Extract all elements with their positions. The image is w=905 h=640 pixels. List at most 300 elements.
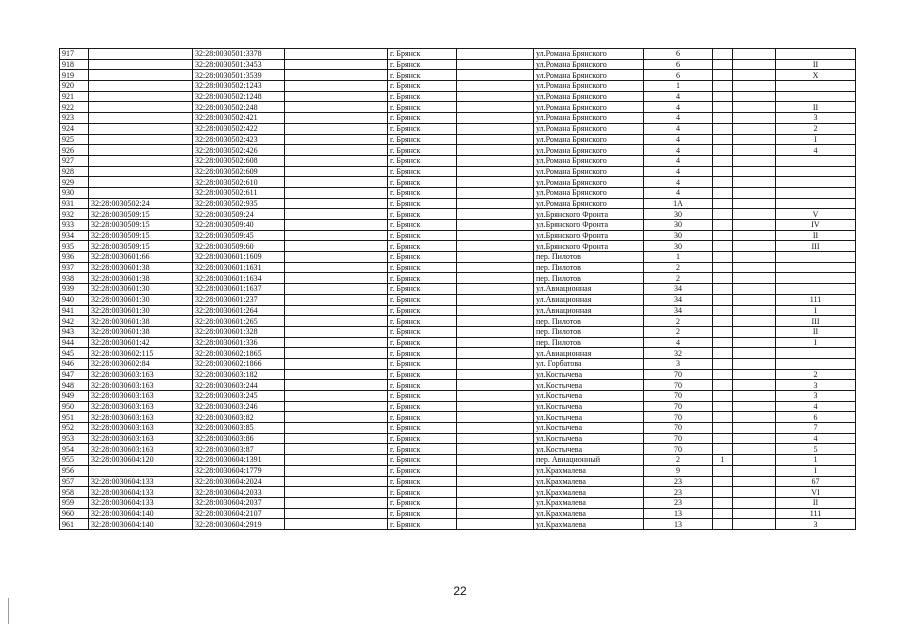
cell-blank <box>285 155 388 166</box>
cell-city: г. Брянск <box>388 326 457 337</box>
cell-cadastral-number: 32:28:0030603:244 <box>193 380 285 391</box>
cell-street: ул.Костычева <box>534 380 644 391</box>
cell-premises-number: 2 <box>776 123 856 134</box>
cell-blank <box>285 59 388 70</box>
table-row <box>60 284 856 295</box>
cell-city: г. Брянск <box>388 49 457 60</box>
cell-blank <box>733 177 776 188</box>
cell-premises-number <box>776 284 856 295</box>
cell-row-number: 937 <box>60 262 89 273</box>
cell-cadastral-number: 32:28:0030509:40 <box>193 220 285 231</box>
cell-premises-number <box>776 348 856 359</box>
cell-blank <box>285 519 388 530</box>
cell-blank <box>457 198 534 209</box>
cell-premises-number <box>776 155 856 166</box>
table-row <box>60 380 856 391</box>
cell-blank <box>285 337 388 348</box>
cell-premises-number: I <box>776 465 856 476</box>
cell-blank <box>733 391 776 402</box>
cell-blank <box>733 198 776 209</box>
cell-blank <box>285 252 388 263</box>
cell-cadastral-number: 32:28:0030502:935 <box>193 198 285 209</box>
table-row <box>60 81 856 92</box>
cell-city: г. Брянск <box>388 91 457 102</box>
cell-house-number: 32 <box>644 348 713 359</box>
cell-premises-number: 4 <box>776 401 856 412</box>
cell-street: ул.Костычева <box>534 369 644 380</box>
table-row <box>60 273 856 284</box>
cell-blank <box>457 465 534 476</box>
cell-blank <box>733 102 776 113</box>
cell-house-number: 4 <box>644 134 713 145</box>
table-row <box>60 113 856 124</box>
cell-premises-number: 3 <box>776 380 856 391</box>
cell-row-number: 958 <box>60 487 89 498</box>
cell-street: ул.Крахмалева <box>534 508 644 519</box>
cell-city: г. Брянск <box>388 187 457 198</box>
cell-cadastral-number: 32:28:0030604:2107 <box>193 508 285 519</box>
cell-parent-cadastral-number <box>89 59 193 70</box>
cell-cadastral-number: 32:28:0030502:248 <box>193 102 285 113</box>
cell-row-number: 942 <box>60 316 89 327</box>
cell-blank <box>457 230 534 241</box>
cell-house-number: 1 <box>644 81 713 92</box>
table-row <box>60 70 856 81</box>
cell-house-number: 4 <box>644 113 713 124</box>
cell-premises-number: 4 <box>776 145 856 156</box>
cell-premises-number: I <box>776 305 856 316</box>
cell-house-number: 1 <box>644 252 713 263</box>
cell-blank <box>733 369 776 380</box>
table-row <box>60 123 856 134</box>
cell-building <box>713 337 733 348</box>
cell-blank <box>285 497 388 508</box>
cell-street: ул.Брянского Фронта <box>534 230 644 241</box>
cell-building <box>713 145 733 156</box>
cell-building <box>713 81 733 92</box>
cell-building <box>713 519 733 530</box>
cell-cadastral-number: 32:28:0030601:1634 <box>193 273 285 284</box>
cell-cadastral-number: 32:28:0030604:1391 <box>193 455 285 466</box>
cell-house-number: 4 <box>644 102 713 113</box>
table-row <box>60 198 856 209</box>
cell-house-number: 6 <box>644 59 713 70</box>
cell-building <box>713 401 733 412</box>
cell-cadastral-number: 32:28:0030601:265 <box>193 316 285 327</box>
cell-cadastral-number: 32:28:0030502:423 <box>193 134 285 145</box>
cell-street: ул.Романа Брянского <box>534 91 644 102</box>
cell-premises-number: II <box>776 230 856 241</box>
cell-cadastral-number: 32:28:0030604:2037 <box>193 497 285 508</box>
cell-street: ул.Романа Брянского <box>534 198 644 209</box>
cell-street: ул.Брянского Фронта <box>534 209 644 220</box>
cell-row-number: 919 <box>60 70 89 81</box>
cell-building <box>713 220 733 231</box>
cell-street: ул.Романа Брянского <box>534 155 644 166</box>
cell-row-number: 950 <box>60 401 89 412</box>
cell-blank <box>457 294 534 305</box>
cell-row-number: 926 <box>60 145 89 156</box>
cell-premises-number <box>776 81 856 92</box>
cell-blank <box>285 81 388 92</box>
cell-building <box>713 508 733 519</box>
cell-row-number: 947 <box>60 369 89 380</box>
cell-house-number: 34 <box>644 294 713 305</box>
cell-street: ул.Авиационная <box>534 305 644 316</box>
cell-blank <box>733 487 776 498</box>
table-row <box>60 476 856 487</box>
cell-building: 1 <box>713 455 733 466</box>
cell-blank <box>457 59 534 70</box>
cell-row-number: 949 <box>60 391 89 402</box>
cell-premises-number: II <box>776 102 856 113</box>
cell-parent-cadastral-number: 32:28:0030604:120 <box>89 455 193 466</box>
cell-row-number: 933 <box>60 220 89 231</box>
cell-parent-cadastral-number <box>89 166 193 177</box>
table-row <box>60 455 856 466</box>
cell-blank <box>733 134 776 145</box>
cell-cadastral-number: 32:28:0030502:611 <box>193 187 285 198</box>
cell-blank <box>285 230 388 241</box>
cell-blank <box>457 166 534 177</box>
cell-house-number: 13 <box>644 508 713 519</box>
cell-city: г. Брянск <box>388 358 457 369</box>
cell-blank <box>285 391 388 402</box>
table-row <box>60 326 856 337</box>
cell-blank <box>733 465 776 476</box>
cell-blank <box>733 326 776 337</box>
cell-blank <box>733 358 776 369</box>
table-row <box>60 519 856 530</box>
cell-blank <box>285 123 388 134</box>
cell-cadastral-number: 32:28:0030602:1865 <box>193 348 285 359</box>
cell-blank <box>733 209 776 220</box>
cell-parent-cadastral-number <box>89 49 193 60</box>
cell-row-number: 931 <box>60 198 89 209</box>
cell-blank <box>285 369 388 380</box>
cell-blank <box>285 348 388 359</box>
cell-row-number: 956 <box>60 465 89 476</box>
table-row <box>60 444 856 455</box>
cell-blank <box>733 91 776 102</box>
table-row <box>60 412 856 423</box>
cell-row-number: 959 <box>60 497 89 508</box>
cell-blank <box>457 70 534 81</box>
table-row <box>60 209 856 220</box>
cell-blank <box>733 508 776 519</box>
cell-blank <box>285 177 388 188</box>
cell-city: г. Брянск <box>388 337 457 348</box>
cell-building <box>713 412 733 423</box>
cell-street: ул.Романа Брянского <box>534 102 644 113</box>
cell-premises-number: 67 <box>776 476 856 487</box>
cell-house-number: 2 <box>644 316 713 327</box>
cell-row-number: 944 <box>60 337 89 348</box>
cell-cadastral-number: 32:28:0030604:2919 <box>193 519 285 530</box>
cell-building <box>713 102 733 113</box>
cell-building <box>713 476 733 487</box>
table-row <box>60 316 856 327</box>
cell-blank <box>457 123 534 134</box>
cell-blank <box>457 401 534 412</box>
cell-blank <box>457 487 534 498</box>
cell-street: ул.Романа Брянского <box>534 59 644 70</box>
cell-city: г. Брянск <box>388 81 457 92</box>
cell-cadastral-number: 32:28:0030601:328 <box>193 326 285 337</box>
table-row <box>60 465 856 476</box>
cell-blank <box>285 326 388 337</box>
cell-parent-cadastral-number: 32:28:0030603:163 <box>89 369 193 380</box>
cell-blank <box>285 284 388 295</box>
cell-cadastral-number: 32:28:0030502:610 <box>193 177 285 188</box>
cell-city: г. Брянск <box>388 487 457 498</box>
cell-city: г. Брянск <box>388 455 457 466</box>
cell-blank <box>733 305 776 316</box>
cell-city: г. Брянск <box>388 391 457 402</box>
cell-cadastral-number: 32:28:0030501:3539 <box>193 70 285 81</box>
cell-building <box>713 209 733 220</box>
cell-parent-cadastral-number: 32:28:0030604:133 <box>89 497 193 508</box>
cell-blank <box>733 220 776 231</box>
cell-premises-number: III <box>776 316 856 327</box>
cell-house-number: 34 <box>644 284 713 295</box>
cell-city: г. Брянск <box>388 369 457 380</box>
cell-street: ул.Романа Брянского <box>534 113 644 124</box>
cell-street: ул. Горбатова <box>534 358 644 369</box>
cell-premises-number <box>776 262 856 273</box>
cell-city: г. Брянск <box>388 123 457 134</box>
cell-blank <box>285 508 388 519</box>
cell-city: г. Брянск <box>388 252 457 263</box>
cell-row-number: 929 <box>60 177 89 188</box>
cell-blank <box>285 220 388 231</box>
cell-premises-number: 111 <box>776 508 856 519</box>
cell-premises-number <box>776 198 856 209</box>
cell-cadastral-number: 32:28:0030601:336 <box>193 337 285 348</box>
cell-building <box>713 433 733 444</box>
cell-premises-number: 4 <box>776 433 856 444</box>
cell-parent-cadastral-number: 32:28:0030603:163 <box>89 380 193 391</box>
cell-building <box>713 348 733 359</box>
cell-building <box>713 465 733 476</box>
cell-blank <box>733 81 776 92</box>
cell-building <box>713 91 733 102</box>
cell-blank <box>733 273 776 284</box>
cell-row-number: 936 <box>60 252 89 263</box>
cell-city: г. Брянск <box>388 262 457 273</box>
cell-building <box>713 284 733 295</box>
cell-row-number: 930 <box>60 187 89 198</box>
cell-city: г. Брянск <box>388 380 457 391</box>
cell-building <box>713 358 733 369</box>
cell-street: ул.Романа Брянского <box>534 187 644 198</box>
table-row <box>60 230 856 241</box>
cell-parent-cadastral-number: 32:28:0030601:38 <box>89 316 193 327</box>
cell-house-number: 2 <box>644 455 713 466</box>
table-row <box>60 337 856 348</box>
cell-city: г. Брянск <box>388 465 457 476</box>
cell-blank <box>285 209 388 220</box>
cell-house-number: 70 <box>644 433 713 444</box>
cell-row-number: 954 <box>60 444 89 455</box>
cell-city: г. Брянск <box>388 166 457 177</box>
cell-blank <box>285 423 388 434</box>
cell-blank <box>457 337 534 348</box>
cell-blank <box>457 113 534 124</box>
cell-blank <box>457 177 534 188</box>
cell-street: ул.Авиационная <box>534 348 644 359</box>
cell-premises-number: V <box>776 209 856 220</box>
cell-house-number: 4 <box>644 177 713 188</box>
cell-street: ул.Авиационная <box>534 284 644 295</box>
cell-city: г. Брянск <box>388 177 457 188</box>
cell-parent-cadastral-number: 32:28:0030603:163 <box>89 391 193 402</box>
cell-blank <box>457 369 534 380</box>
cell-cadastral-number: 32:28:0030501:3378 <box>193 49 285 60</box>
cell-blank <box>733 123 776 134</box>
cell-blank <box>285 198 388 209</box>
cell-blank <box>733 262 776 273</box>
cell-street: ул.Костычева <box>534 444 644 455</box>
cell-cadastral-number: 32:28:0030502:426 <box>193 145 285 156</box>
cell-row-number: 960 <box>60 508 89 519</box>
cell-blank <box>457 423 534 434</box>
cell-street: пер. Пилотов <box>534 316 644 327</box>
cell-blank <box>457 508 534 519</box>
table-row <box>60 423 856 434</box>
cell-parent-cadastral-number: 32:28:0030601:30 <box>89 294 193 305</box>
cell-house-number: 30 <box>644 230 713 241</box>
cell-parent-cadastral-number: 32:28:0030603:163 <box>89 412 193 423</box>
cell-city: г. Брянск <box>388 444 457 455</box>
cell-cadastral-number: 32:28:0030502:609 <box>193 166 285 177</box>
cell-building <box>713 70 733 81</box>
cell-blank <box>285 294 388 305</box>
cell-premises-number: 2 <box>776 369 856 380</box>
cell-parent-cadastral-number <box>89 81 193 92</box>
cell-parent-cadastral-number: 32:28:0030601:66 <box>89 252 193 263</box>
cell-parent-cadastral-number: 32:28:0030603:163 <box>89 433 193 444</box>
cell-blank <box>457 145 534 156</box>
cell-blank <box>733 241 776 252</box>
cell-building <box>713 391 733 402</box>
cell-building <box>713 59 733 70</box>
table-row <box>60 252 856 263</box>
cell-premises-number: 5 <box>776 444 856 455</box>
cell-blank <box>457 209 534 220</box>
cell-house-number: 1А <box>644 198 713 209</box>
cell-blank <box>457 273 534 284</box>
cell-building <box>713 273 733 284</box>
cell-blank <box>733 155 776 166</box>
cell-blank <box>457 155 534 166</box>
cell-blank <box>457 433 534 444</box>
cell-city: г. Брянск <box>388 316 457 327</box>
cell-premises-number <box>776 177 856 188</box>
cell-parent-cadastral-number: 32:28:0030601:30 <box>89 305 193 316</box>
table-row <box>60 369 856 380</box>
cell-blank <box>457 391 534 402</box>
page-number: 22 <box>453 584 467 598</box>
cell-cadastral-number: 32:28:0030509:24 <box>193 209 285 220</box>
cell-house-number: 3 <box>644 358 713 369</box>
cell-row-number: 946 <box>60 358 89 369</box>
cell-street: ул.Крахмалева <box>534 487 644 498</box>
cell-blank <box>457 49 534 60</box>
cell-building <box>713 380 733 391</box>
cell-blank <box>457 241 534 252</box>
cell-cadastral-number: 32:28:0030502:1248 <box>193 91 285 102</box>
cell-parent-cadastral-number <box>89 102 193 113</box>
cell-house-number: 23 <box>644 476 713 487</box>
cell-city: г. Брянск <box>388 220 457 231</box>
cell-blank <box>285 455 388 466</box>
cell-parent-cadastral-number: 32:28:0030603:163 <box>89 401 193 412</box>
cell-cadastral-number: 32:28:0030502:1243 <box>193 81 285 92</box>
cell-city: г. Брянск <box>388 423 457 434</box>
cell-city: г. Брянск <box>388 497 457 508</box>
cell-street: ул.Романа Брянского <box>534 145 644 156</box>
cell-parent-cadastral-number: 32:28:0030601:42 <box>89 337 193 348</box>
cell-house-number: 70 <box>644 369 713 380</box>
cell-blank <box>285 134 388 145</box>
cell-row-number: 951 <box>60 412 89 423</box>
cell-house-number: 9 <box>644 465 713 476</box>
cell-city: г. Брянск <box>388 155 457 166</box>
cell-house-number: 4 <box>644 187 713 198</box>
registry-rows <box>60 49 856 530</box>
cell-blank <box>457 358 534 369</box>
cell-blank <box>285 70 388 81</box>
cell-premises-number <box>776 252 856 263</box>
cell-city: г. Брянск <box>388 273 457 284</box>
cell-row-number: 928 <box>60 166 89 177</box>
cell-premises-number: III <box>776 241 856 252</box>
table-row <box>60 220 856 231</box>
cell-row-number: 920 <box>60 81 89 92</box>
cell-cadastral-number: 32:28:0030601:1609 <box>193 252 285 263</box>
cell-building <box>713 166 733 177</box>
cell-street: пер. Пилотов <box>534 337 644 348</box>
table-row <box>60 102 856 113</box>
cell-blank <box>733 49 776 60</box>
cell-city: г. Брянск <box>388 113 457 124</box>
cell-blank <box>285 102 388 113</box>
cell-blank <box>457 187 534 198</box>
cell-blank <box>457 476 534 487</box>
cell-premises-number <box>776 166 856 177</box>
cell-house-number: 4 <box>644 337 713 348</box>
cell-parent-cadastral-number: 32:28:0030603:163 <box>89 444 193 455</box>
cell-building <box>713 423 733 434</box>
cell-parent-cadastral-number: 32:28:0030604:133 <box>89 487 193 498</box>
cell-house-number: 4 <box>644 123 713 134</box>
table-row <box>60 155 856 166</box>
cell-street: ул.Романа Брянского <box>534 134 644 145</box>
scan-margin-mark <box>8 598 9 624</box>
cell-street: ул.Романа Брянского <box>534 123 644 134</box>
cell-blank <box>285 316 388 327</box>
cell-premises-number: II <box>776 326 856 337</box>
cell-building <box>713 123 733 134</box>
cell-house-number: 13 <box>644 519 713 530</box>
cell-premises-number: 7 <box>776 423 856 434</box>
cell-building <box>713 316 733 327</box>
cell-parent-cadastral-number <box>89 187 193 198</box>
cell-street: ул.Романа Брянского <box>534 177 644 188</box>
cell-city: г. Брянск <box>388 230 457 241</box>
cell-house-number: 70 <box>644 444 713 455</box>
